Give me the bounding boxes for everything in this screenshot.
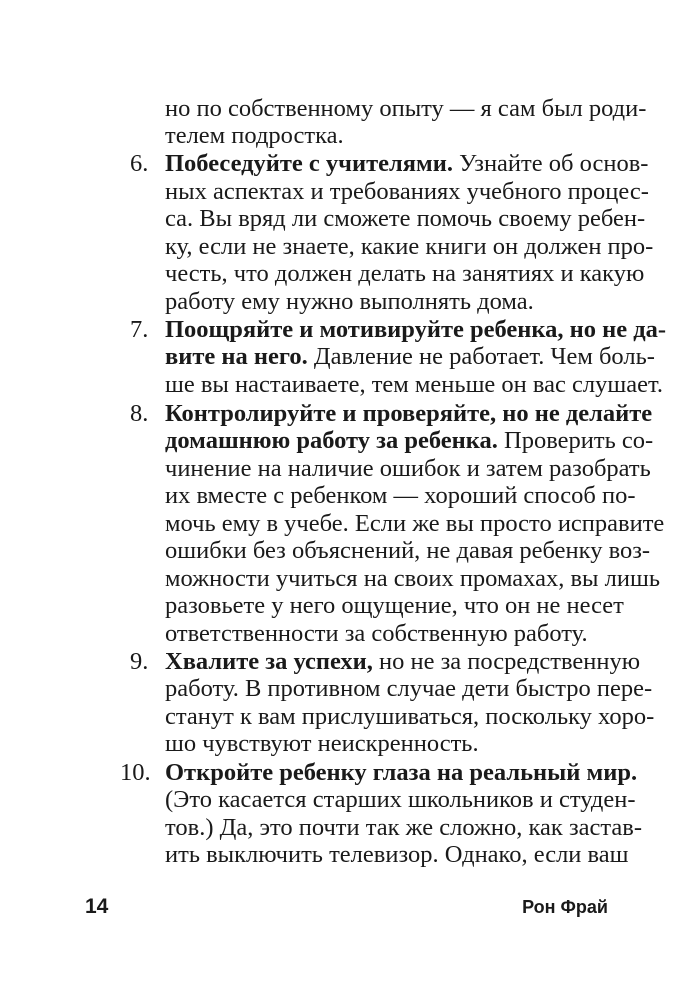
item-heading: домашнюю работу за ребенка. [165,427,498,454]
item-number: 10. [120,759,151,786]
text-line [165,759,638,786]
text-line: ку, если не знаете, какие книги он должен про- [165,233,654,260]
text-line: домашнюю работу за ребенка. Проверить со- [165,427,654,454]
text-line: Побеседуйте с учителями. Узнайте об основ- [165,150,649,177]
text-line: можности учиться на своих промахах, вы лишь [165,565,661,592]
item-number: 7. [130,316,149,343]
text-line: ше вы настаиваете, тем меньше он вас слушает. [165,371,663,398]
item-heading: Контролируйте и проверяйте, но не делайте [165,400,653,427]
item-heading: вите на него. [165,343,308,370]
text-line [165,316,667,343]
text-line: станут к вам прислушиваться, поскольку хоро- [165,703,655,730]
text-line: чинение на наличие ошибок и затем разобрать [165,455,651,482]
text-line: разовьете у него ощущение, что он не несет [165,592,624,619]
text-line: их вместе с ребенком — хороший способ по- [165,482,636,509]
text-line: честь, что должен делать на занятиях и какую [165,260,645,287]
text-line: ошибки без объяснений, не давая ребенку воз- [165,537,651,564]
text-line: но по собственному опыту — я сам был роди- [165,95,647,122]
text-line: ответственности за собственную работу. [165,620,588,647]
item-heading: Побеседуйте с учителями. [165,150,453,177]
text-line: тов.) Да, это почти так же сложно, как застав- [165,814,642,841]
item-heading: Хвалите за успехи, [165,648,373,675]
page-number: 14 [85,895,109,918]
item-heading: Откройте ребенку глаза на реальный мир. [165,759,638,786]
text-line: вите на него. Давление не работает. Чем боль- [165,343,655,370]
text-line: работу ему нужно выполнять дома. [165,288,534,315]
item-number: 8. [130,400,149,427]
item-number: 6. [130,150,149,177]
text-line [165,400,653,427]
text-line: (Это касается старших школьников и студен- [165,786,636,813]
text-line: ить выключить телевизор. Однако, если ваш [165,841,629,868]
running-footer-author: Рон Фрай [522,897,608,917]
text-line: шо чувствуют неискренность. [165,730,479,757]
text-line: Хвалите за успехи, но не за посредственную [165,648,641,675]
text-line: ных аспектах и требованиях учебного процес- [165,178,649,205]
text-line: телем подростка. [165,122,344,149]
text-line: мочь ему в учебе. Если же вы просто исправите [165,510,665,537]
text-line: работу. В противном случае дети быстро пере- [165,675,653,702]
item-heading: Поощряйте и мотивируйте ребенка, но не да- [165,316,667,343]
item-number: 9. [130,648,149,675]
text-line: са. Вы вряд ли сможете помочь своему ребен- [165,205,646,232]
